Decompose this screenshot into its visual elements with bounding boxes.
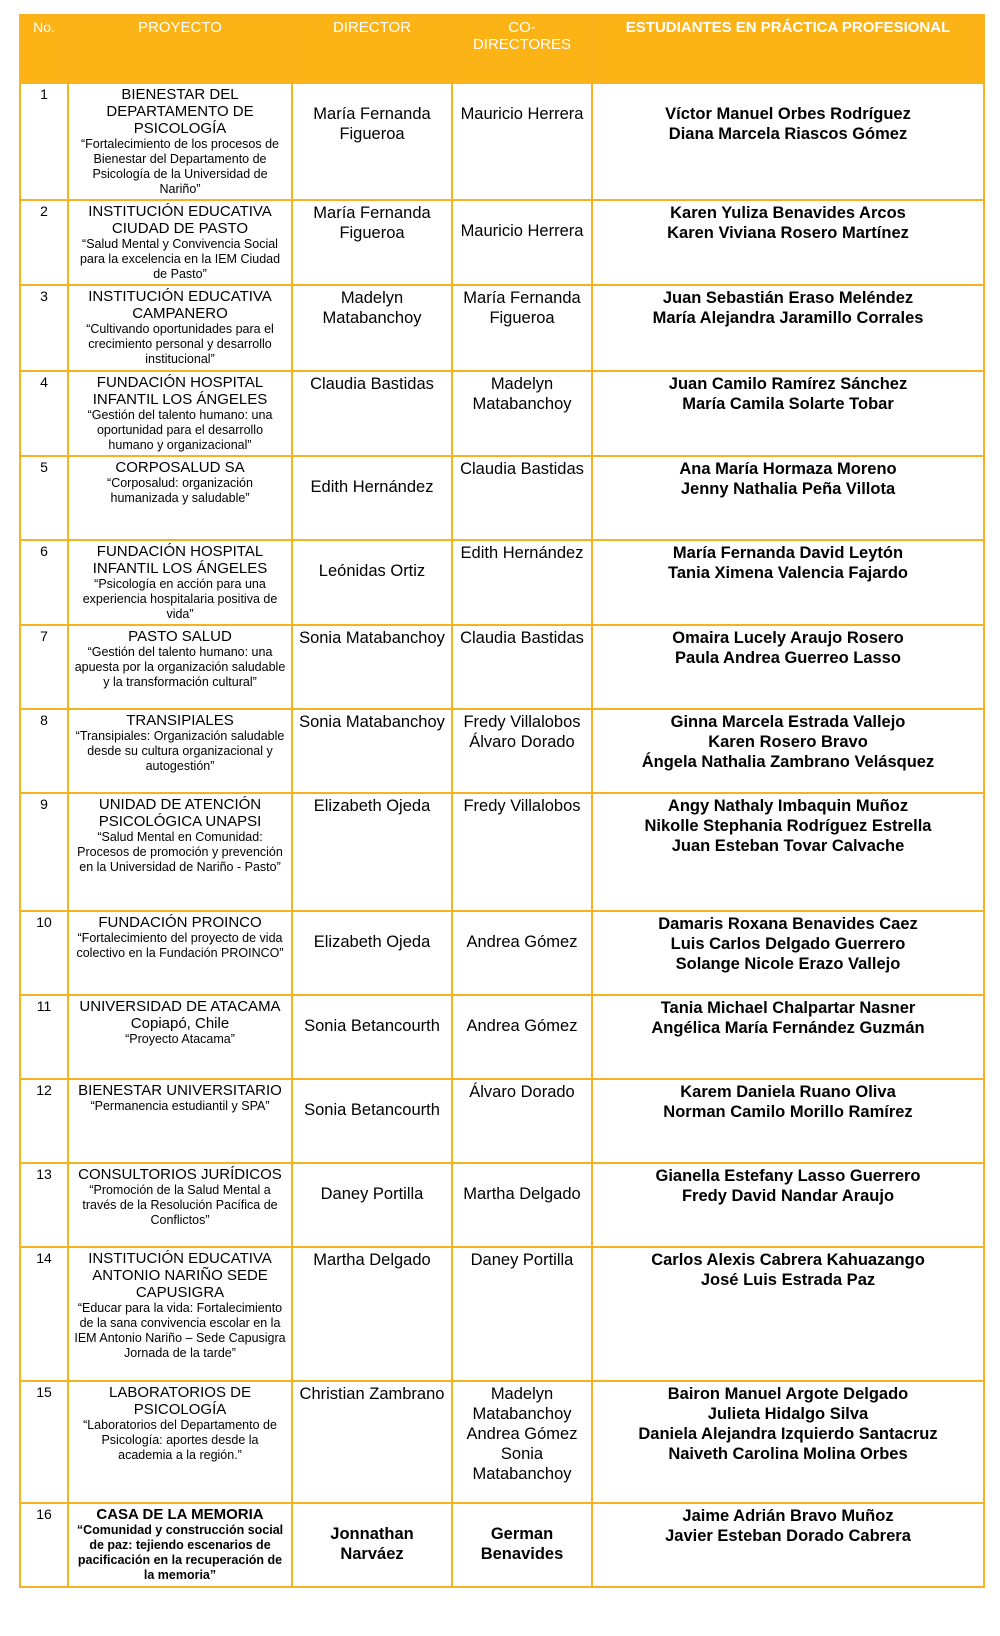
student-name: Juan Camilo Ramírez Sánchez <box>668 375 908 393</box>
table-row <box>20 1247 984 1381</box>
director-cell <box>292 625 452 709</box>
project-description: “Laboratorios del Departamento de Psicología: aportes desde la academia a la región.” <box>83 1418 277 1462</box>
row-number: 3 <box>20 285 68 371</box>
project-name: LABORATORIOS DE PSICOLOGÍA <box>109 1384 251 1418</box>
project-cell <box>68 709 292 793</box>
project-name: FUNDACIÓN PROINCO <box>98 914 262 931</box>
student-name: Carlos Alexis Cabrera Kahuazango <box>651 1251 925 1269</box>
project-name: BIENESTAR DEL DEPARTAMENTO DE PSICOLOGÍA <box>106 86 254 137</box>
project-name: INSTITUCIÓN EDUCATIVA ANTONIO NARIÑO SEDE CAPUSIGRA <box>88 1250 272 1301</box>
director-cell <box>292 285 452 371</box>
student-name: Jenny Nathalia Peña Villota <box>680 480 896 498</box>
student-name: Javier Esteban Dorado Cabrera <box>665 1527 911 1545</box>
codirector-name: Madelyn Matabanchoy Andrea Gómez Sonia Matabanchoy <box>466 1385 578 1483</box>
project-name: TRANSIPIALES <box>126 712 234 729</box>
codirector-cell <box>452 995 592 1079</box>
project-name: CASA DE LA MEMORIA <box>96 1506 264 1523</box>
project-description: “Gestión del talento humano: una oportunidad para el desarrollo humano y organizacional” <box>87 408 273 452</box>
row-number: 14 <box>20 1247 68 1381</box>
student-name: Luis Carlos Delgado Guerrero <box>670 935 906 953</box>
project-cell <box>68 540 292 625</box>
codirector-name: Andrea Gómez <box>466 933 578 951</box>
header-students: ESTUDIANTES EN PRÁCTICA PROFESIONAL <box>592 15 984 83</box>
director-cell <box>292 1079 452 1163</box>
students-cell <box>592 1381 984 1503</box>
header-director: DIRECTOR <box>292 15 452 83</box>
student-name: Bairon Manuel Argote Delgado <box>667 1385 909 1403</box>
project-cell <box>68 1163 292 1247</box>
project-description: “Fortalecimiento de los procesos de Bienestar del Departamento de Psicología de la Universidad de Nariño” <box>80 137 279 196</box>
codirector-cell <box>452 709 592 793</box>
student-name: Karen Yuliza Benavides Arcos <box>670 204 906 222</box>
director-cell <box>292 995 452 1079</box>
student-name: Karem Daniela Ruano Oliva <box>680 1083 896 1101</box>
student-name: Omaira Lucely Araujo Rosero <box>672 629 904 647</box>
header-no: No. <box>20 15 68 83</box>
codirector-cell <box>452 625 592 709</box>
student-name: Ángela Nathalia Zambrano Velásquez <box>641 753 935 771</box>
row-number: 7 <box>20 625 68 709</box>
codirector-name: Martha Delgado <box>463 1185 581 1203</box>
director-name: Edith Hernández <box>310 478 434 496</box>
table-row <box>20 83 984 200</box>
codirector-name: Fredy Villalobos Álvaro Dorado <box>463 713 581 751</box>
student-name: Solange Nicole Erazo Vallejo <box>675 955 901 973</box>
student-name: Jaime Adrián Bravo Muñoz <box>682 1507 894 1525</box>
students-cell <box>592 625 984 709</box>
students-cell <box>592 285 984 371</box>
codirector-cell <box>452 793 592 911</box>
student-name: Nikolle Stephania Rodríguez Estrella <box>644 817 932 835</box>
students-cell <box>592 540 984 625</box>
director-name: Sonia Matabanchoy <box>299 713 445 731</box>
student-name: María Alejandra Jaramillo Corrales <box>652 309 924 327</box>
student-name: Ginna Marcela Estrada Vallejo <box>670 713 906 731</box>
student-name: Juan Esteban Tovar Calvache <box>671 837 905 855</box>
codirector-name: Álvaro Dorado <box>469 1083 575 1101</box>
row-number: 8 <box>20 709 68 793</box>
codirector-cell <box>452 1163 592 1247</box>
students-cell <box>592 1247 984 1381</box>
project-description: “Transipiales: Organización saludable desde su cultura organizacional y autogestión” <box>75 729 285 773</box>
student-name: Angélica María Fernández Guzmán <box>651 1019 925 1037</box>
student-name: Gianella Estefany Lasso Guerrero <box>655 1167 921 1185</box>
project-cell <box>68 1247 292 1381</box>
project-description: “Psicología en acción para una experiencia hospitalaria positiva de vida” <box>82 577 278 621</box>
director-cell <box>292 911 452 995</box>
codirector-cell <box>452 285 592 371</box>
director-cell <box>292 1381 452 1503</box>
project-description: “Proyecto Atacama” <box>125 1032 235 1046</box>
student-name: Karen Viviana Rosero Martínez <box>667 224 909 242</box>
students-cell <box>592 911 984 995</box>
codirector-name: Andrea Gómez <box>466 1017 578 1035</box>
project-description: “Promoción de la Salud Mental a través de la Resolución Pacífica de Conflictos” <box>82 1183 278 1227</box>
project-cell <box>68 1079 292 1163</box>
codirector-cell <box>452 911 592 995</box>
row-number: 11 <box>20 995 68 1079</box>
student-name: Tania Ximena Valencia Fajardo <box>668 564 908 582</box>
director-name: Elizabeth Ojeda <box>313 797 431 815</box>
students-cell <box>592 995 984 1079</box>
table-row <box>20 1163 984 1247</box>
codirector-name: German Benavides <box>480 1525 564 1563</box>
director-name: Christian Zambrano <box>299 1385 445 1403</box>
project-name: CONSULTORIOS JURÍDICOS <box>78 1166 282 1183</box>
student-name: María Fernanda David Leytón <box>672 544 904 562</box>
project-cell <box>68 911 292 995</box>
header-row <box>20 15 984 83</box>
project-description: “Educar para la vida: Fortalecimiento de la sana convivencia escolar en la IEM Antonio Nariño – Sede Capusigra Jornada de la tarde” <box>74 1301 286 1360</box>
codirector-name: María Fernanda Figueroa <box>463 289 581 327</box>
students-cell <box>592 456 984 540</box>
project-cell <box>68 625 292 709</box>
table-row <box>20 200 984 285</box>
director-cell <box>292 1163 452 1247</box>
project-name: CORPOSALUD SA <box>115 459 245 476</box>
row-number: 12 <box>20 1079 68 1163</box>
codirector-cell <box>452 1381 592 1503</box>
student-name: Karen Rosero Bravo <box>708 733 868 751</box>
codirector-name: Mauricio Herrera <box>460 105 584 123</box>
table-row <box>20 1079 984 1163</box>
codirector-name: Fredy Villalobos <box>463 797 581 815</box>
table-row <box>20 1381 984 1503</box>
codirector-name: Mauricio Herrera <box>460 222 584 240</box>
row-number: 5 <box>20 456 68 540</box>
table-row <box>20 371 984 456</box>
project-name: FUNDACIÓN HOSPITAL INFANTIL LOS ÁNGELES <box>92 374 268 408</box>
students-cell <box>592 200 984 285</box>
director-name: Sonia Betancourth <box>304 1101 440 1119</box>
codirector-cell <box>452 1503 592 1587</box>
project-name: FUNDACIÓN HOSPITAL INFANTIL LOS ÁNGELES <box>92 543 268 577</box>
director-cell <box>292 793 452 911</box>
table-row <box>20 540 984 625</box>
student-name: Naiveth Carolina Molina Orbes <box>668 1445 908 1463</box>
project-description: “Salud Mental en Comunidad: Procesos de promoción y prevención en la Universidad de Nariño - Pasto” <box>77 830 283 874</box>
codirector-cell <box>452 540 592 625</box>
student-name: José Luis Estrada Paz <box>700 1271 876 1289</box>
codirector-cell <box>452 1079 592 1163</box>
row-number: 9 <box>20 793 68 911</box>
project-cell <box>68 793 292 911</box>
project-description: “Salud Mental y Convivencia Social para la excelencia en la IEM Ciudad de Pasto” <box>79 237 281 281</box>
codirector-name: Daney Portilla <box>470 1251 574 1269</box>
student-name: Víctor Manuel Orbes Rodríguez <box>665 105 911 123</box>
row-number: 4 <box>20 371 68 456</box>
students-cell <box>592 709 984 793</box>
project-description: “Cultivando oportunidades para el crecimiento personal y desarrollo institucional” <box>86 322 274 366</box>
codirector-name: Edith Hernández <box>460 544 584 562</box>
projects-table <box>19 14 985 1588</box>
director-name: María Fernanda Figueroa <box>313 105 431 143</box>
row-number: 6 <box>20 540 68 625</box>
director-cell <box>292 83 452 200</box>
codirector-cell <box>452 456 592 540</box>
header-codirectors: CO- DIRECTORES <box>452 15 592 83</box>
student-name: Ana María Hormaza Moreno <box>679 460 897 478</box>
table-row <box>20 995 984 1079</box>
table-row <box>20 911 984 995</box>
project-name: UNIDAD DE ATENCIÓN PSICOLÓGICA UNAPSI <box>98 796 262 830</box>
project-description: “Fortalecimiento del proyecto de vida colectivo en la Fundación PROINCO” <box>76 931 284 960</box>
project-cell <box>68 285 292 371</box>
student-name: Daniela Alejandra Izquierdo Santacruz <box>638 1425 938 1443</box>
project-description: “Corposalud: organización humanizada y saludable” <box>107 476 253 505</box>
students-cell <box>592 1079 984 1163</box>
director-name: María Fernanda Figueroa <box>313 204 431 242</box>
director-cell <box>292 1503 452 1587</box>
row-number: 1 <box>20 83 68 200</box>
row-number: 13 <box>20 1163 68 1247</box>
students-cell <box>592 1163 984 1247</box>
codirector-cell <box>452 200 592 285</box>
project-description: “Comunidad y construcción social de paz: tejiendo escenarios de pacificación en la recuperación de la memoria” <box>76 1523 284 1582</box>
project-name: PASTO SALUD <box>128 628 232 645</box>
director-name: Madelyn Matabanchoy <box>322 289 422 327</box>
director-cell <box>292 200 452 285</box>
student-name: Julieta Hidalgo Silva <box>707 1405 869 1423</box>
director-name: Daney Portilla <box>320 1185 424 1203</box>
students-cell <box>592 83 984 200</box>
row-number: 10 <box>20 911 68 995</box>
table-row <box>20 793 984 911</box>
student-name: Norman Camilo Morillo Ramírez <box>663 1103 913 1121</box>
project-cell <box>68 200 292 285</box>
project-name: INSTITUCIÓN EDUCATIVA CIUDAD DE PASTO <box>88 203 272 237</box>
director-name: Sonia Betancourth <box>304 1017 440 1035</box>
student-name: Fredy David Nandar Araujo <box>681 1187 895 1205</box>
director-name: Leónidas Ortiz <box>318 562 426 580</box>
codirector-name: Claudia Bastidas <box>460 460 584 478</box>
director-name: Jonnathan Narváez <box>330 1525 414 1563</box>
table-row <box>20 625 984 709</box>
codirector-name: Madelyn Matabanchoy <box>472 375 572 413</box>
student-name: Diana Marcela Riascos Gómez <box>668 125 908 143</box>
project-description: “Permanencia estudiantil y SPA” <box>90 1099 270 1113</box>
table-row <box>20 1503 984 1587</box>
director-name: Claudia Bastidas <box>310 375 434 393</box>
codirector-cell <box>452 371 592 456</box>
codirector-name: Claudia Bastidas <box>460 629 584 647</box>
project-name: BIENESTAR UNIVERSITARIO <box>78 1082 282 1099</box>
row-number: 2 <box>20 200 68 285</box>
codirector-cell <box>452 1247 592 1381</box>
project-name: INSTITUCIÓN EDUCATIVA CAMPANERO <box>88 288 272 322</box>
table-row <box>20 709 984 793</box>
director-cell <box>292 371 452 456</box>
students-cell <box>592 371 984 456</box>
director-cell <box>292 1247 452 1381</box>
header-project: PROYECTO <box>68 15 292 83</box>
project-name: UNIVERSIDAD DE ATACAMA Copiapó, Chile <box>79 998 281 1032</box>
director-name: Elizabeth Ojeda <box>313 933 431 951</box>
project-cell <box>68 371 292 456</box>
project-cell <box>68 1503 292 1587</box>
student-name: Paula Andrea Guerreo Lasso <box>675 649 901 667</box>
project-cell <box>68 456 292 540</box>
table-row <box>20 456 984 540</box>
director-cell <box>292 540 452 625</box>
director-cell <box>292 709 452 793</box>
codirector-cell <box>452 83 592 200</box>
student-name: Juan Sebastián Eraso Meléndez <box>662 289 914 307</box>
project-description: “Gestión del talento humano: una apuesta por la organización saludable y la transformación cultural” <box>74 645 286 689</box>
student-name: Damaris Roxana Benavides Caez <box>658 915 918 933</box>
director-name: Sonia Matabanchoy <box>299 629 445 647</box>
student-name: Tania Michael Chalpartar Nasner <box>660 999 916 1017</box>
table-row <box>20 285 984 371</box>
director-cell <box>292 456 452 540</box>
students-cell <box>592 1503 984 1587</box>
project-cell <box>68 1381 292 1503</box>
project-cell <box>68 83 292 200</box>
students-cell <box>592 793 984 911</box>
row-number: 15 <box>20 1381 68 1503</box>
student-name: Angy Nathaly Imbaquin Muñoz <box>667 797 909 815</box>
director-name: Martha Delgado <box>313 1251 431 1269</box>
project-cell <box>68 995 292 1079</box>
row-number: 16 <box>20 1503 68 1587</box>
student-name: María Camila Solarte Tobar <box>682 395 894 413</box>
